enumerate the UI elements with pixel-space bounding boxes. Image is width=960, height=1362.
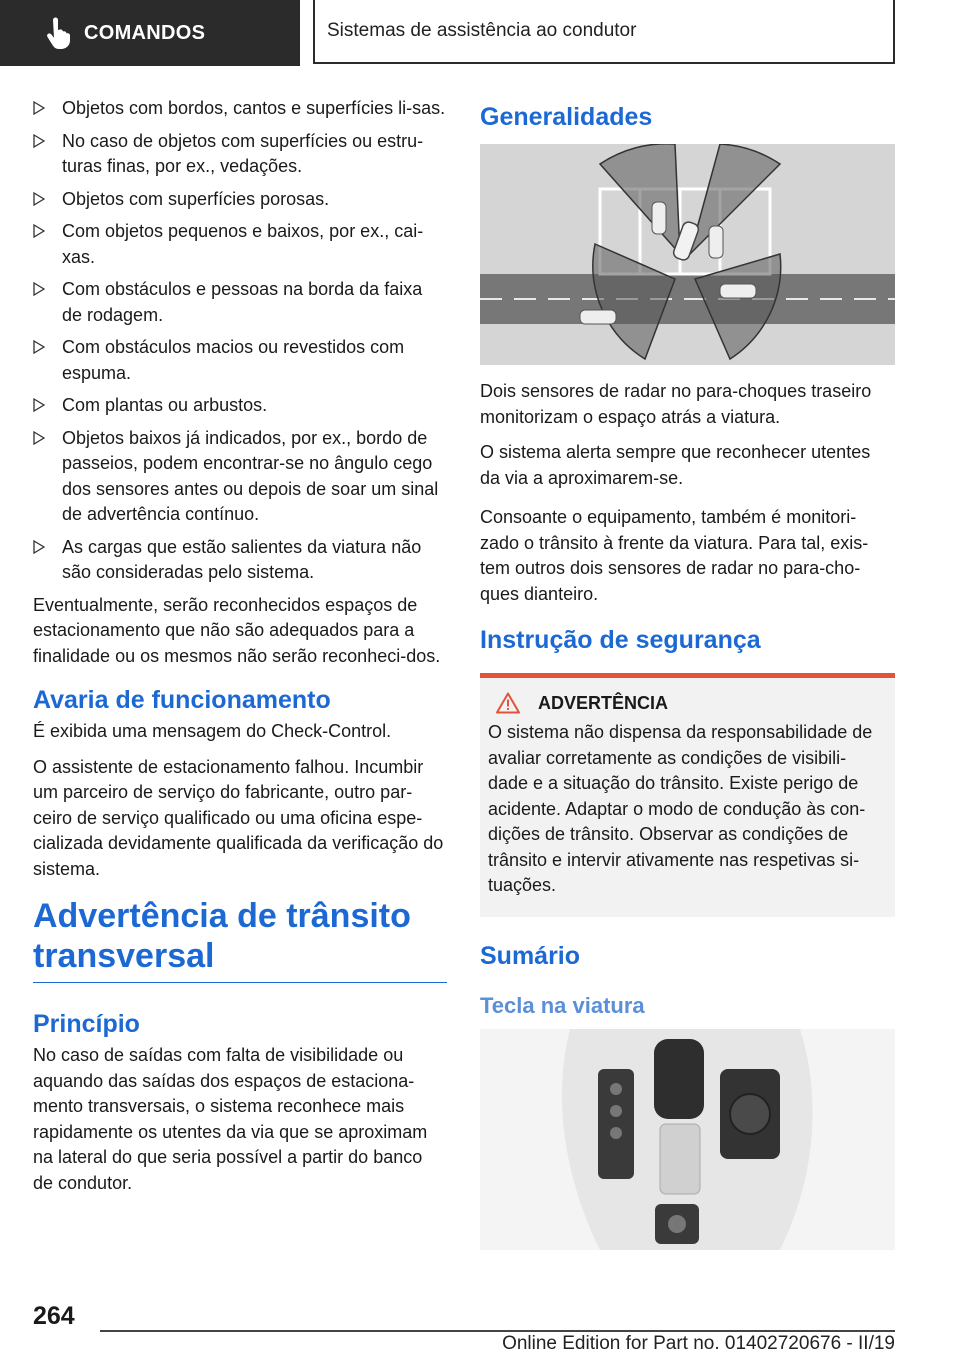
list-item: Com obstáculos macios ou revestidos com espuma. <box>33 335 447 386</box>
console-photo <box>480 1029 895 1250</box>
list-item: Objetos baixos já indicados, por ex., bordo de passeios, podem encontrar-se no ângulo cego dos sensores antes ou depois de soar um sinal de advertência contínuo. <box>33 426 447 528</box>
radar-illustration <box>480 144 895 365</box>
triangle-right-icon <box>33 192 45 206</box>
right-column <box>480 96 895 1250</box>
header-section-title: Sistemas de assistência ao condutor <box>313 0 895 64</box>
center-console-image <box>480 1029 895 1250</box>
heading-advertencia-transito: Advertência de trânsito transversal <box>33 896 447 983</box>
triangle-right-icon <box>33 134 45 148</box>
warning-title: ADVERTÊNCIA <box>538 692 669 713</box>
heading-tecla-viatura: Tecla na viatura <box>480 992 645 1018</box>
limitations-list <box>33 96 447 586</box>
list-item: Com plantas ou arbustos. <box>33 393 447 419</box>
triangle-right-icon <box>33 398 45 412</box>
triangle-right-icon <box>33 340 45 354</box>
list-item: Com obstáculos e pessoas na borda da faixa de rodagem. <box>33 277 447 328</box>
triangle-right-icon <box>33 101 45 115</box>
paragraph-generalidades-2: O sistema alerta sempre que reconhecer utentes da via a aproximarem-se. <box>480 442 871 488</box>
paragraph-principio: No caso de saídas com falta de visibilidade ou aquando das saídas dos espaços de estaciona-mento transversais, o sistema reconhece mais rapidamente os utentes da via que se aproximam na lateral do que seria possível a partir do banco de condutor. <box>33 1045 428 1193</box>
footer-divider <box>100 1330 895 1332</box>
triangle-right-icon <box>33 431 45 445</box>
radar-diagram <box>480 144 895 365</box>
paragraph-avaria-1: É exibida uma mensagem do Check-Control. <box>33 721 392 741</box>
triangle-right-icon <box>33 540 45 554</box>
header-tab <box>0 0 300 66</box>
hand-pointer-icon <box>40 16 74 50</box>
paragraph-generalidades-1: Dois sensores de radar no para-choques traseiro monitorizam o espaço atrás a viatura. <box>480 381 872 427</box>
triangle-right-icon <box>33 282 45 296</box>
list-item: Objetos com bordos, cantos e superfícies li-sas. <box>33 96 447 122</box>
heading-instrucao-seguranca: Instrução de segurança <box>480 626 761 654</box>
heading-generalidades: Generalidades <box>480 103 653 131</box>
warning-triangle-icon <box>496 692 520 714</box>
warning-box <box>480 673 895 917</box>
warning-header <box>488 692 885 714</box>
triangle-right-icon <box>33 224 45 238</box>
heading-sumario: Sumário <box>480 941 581 970</box>
paragraph-generalidades-3: Consoante o equipamento, também é monitori-zado o trânsito à frente da viatura. Para tal, exis-tem outros dois sensores de radar no para-cho-ques dianteiro. <box>480 507 869 604</box>
page-number: 264 <box>33 1302 75 1330</box>
header-tab-label: COMANDOS <box>84 21 206 44</box>
list-item: Objetos com superfícies porosas. <box>33 187 447 213</box>
list-item: No caso de objetos com superfícies ou estru-turas finas, por ex., vedações. <box>33 129 447 180</box>
list-item: Com objetos pequenos e baixos, por ex., cai-xas. <box>33 219 447 270</box>
paragraph-avaria-2: O assistente de estacionamento falhou. Incumbir um parceiro de serviço do fabricante, outro par-ceiro de serviço qualificado ou uma oficina espe-cializada devidamente qualificada da verificação do sistema. <box>33 756 444 879</box>
heading-principio: Princípio <box>33 1010 140 1038</box>
warning-text: O sistema não dispensa da responsabilidade de avaliar corretamente as condições de visibili-dade e a situação do trânsito. Existe perigo de acidente. Adaptar o modo de condução às con-dições de trânsito. Observar as condições de trânsito e intervir ativamente nas respetivas si-tuações. <box>488 722 873 895</box>
footer-edition: Online Edition for Part no. 01402720676 - II/19 <box>502 1333 895 1354</box>
heading-avaria: Avaria de funcionamento <box>33 686 331 714</box>
list-item: As cargas que estão salientes da viatura não são consideradas pelo sistema. <box>33 535 447 586</box>
left-column <box>33 96 447 1206</box>
paragraph-eventual: Eventualmente, serão reconhecidos espaços de estacionamento que não são adequados para a finalidade ou os mesmos não serão reconheci-dos. <box>33 594 441 666</box>
